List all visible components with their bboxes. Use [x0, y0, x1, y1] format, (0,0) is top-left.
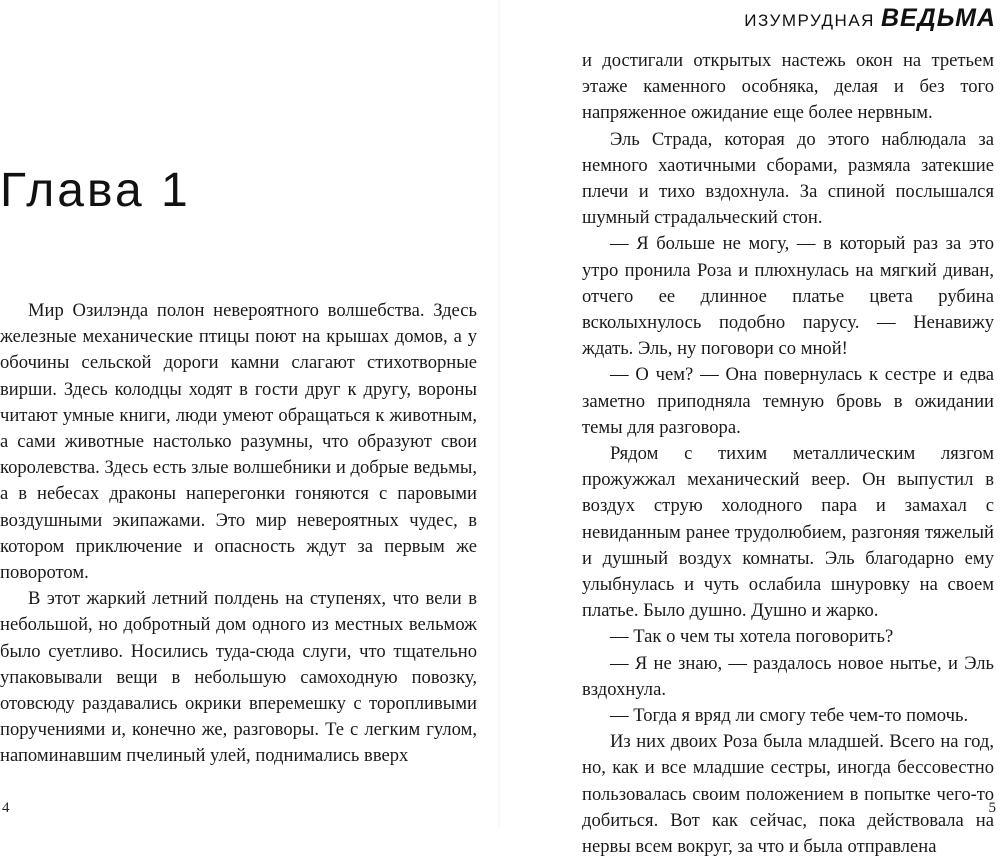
chapter-title: Глава 1 [0, 164, 191, 217]
paragraph: — Так о чем ты хотела поговорить? [610, 626, 894, 648]
paragraph-continuation: и достигали открытых настежь окон на третьем этаже каменного особняка, делая и без того напряженное ожидание еще более нервным. [582, 50, 994, 124]
left-page-text [0, 298, 477, 770]
right-page-text [582, 48, 994, 860]
paragraph: В этот жаркий летний полдень на ступенях, что вели в небольшой, но добротный дом одного из местных вельмож было суетливо. Носились туда-сюда слуги, что тщательно упаковывали вещи в небольшую самоходную повозку, отовсюду раздавались окрики вперемешку с торопливыми поручениями и, конечно же, разговоры. Те с легким гулом, напоминавшим пчелиный улей, поднимались вверх [0, 588, 477, 767]
left-page [0, 0, 500, 829]
page-number: 4 [2, 800, 10, 816]
paragraph: — Я не знаю, — раздалось новое нытье, и Эль вздохнула. [582, 652, 994, 700]
paragraph: Мир Озилэнда полон невероятного волшебства. Здесь железные механические птицы поют на крышах домов, а у обочины сельской дороги камни слагают стихотворные вирши. Здесь колодцы ходят в гости друг к другу, вороны читают умные книги, люди умеют обращаться к животным, а сами животные настолько разумны, что образуют свои королевства. Здесь есть злые волшебники и добрые ведьмы, а в небесах драконы наперегонки гоняются с паровыми воздушными экипажами. Это мир невероятных чудес, в котором приключение и опасность ждут за первым же поворотом. [0, 300, 477, 584]
paragraph: — Тогда я вряд ли смогу тебе чем-то помочь. [610, 705, 969, 727]
paragraph: Эль Страда, которая до этого наблюдала за немного хаотичными сборами, размяла затекшие плечи и тихо вздохнула. За спиной послышался шумный страдальческий стон. [582, 128, 994, 229]
running-head-big: ВЕДЬМА [880, 4, 996, 32]
paragraph: Рядом с тихим металлическим лязгом прожужжал механический веер. Он выпустил в воздух струю холодного пара и замахал с невиданным ранее трудолюбием, разгоняя тяжелый и душный воздух комнаты. Эль благодарно ему улыбнулась и чуть ослабила шнуровку на своем платье. Было душно. Душно и жарко. [582, 443, 994, 622]
running-head [744, 4, 996, 33]
paragraph: Из них двоих Роза была младшей. Всего на год, но, как и все младшие сестры, иногда бессовестно пользовалась своим положением в попытке чего-то добиться. Вот как сейчас, пока действовала на нервы всем вокруг, за что и была отправлена [582, 731, 994, 858]
paragraph: — О чем? — Она повернулась к сестре и едва заметно приподняла темную бровь в ожидании темы для разговора. [582, 364, 994, 438]
running-head-small: ИЗУМРУДНАЯ [744, 11, 875, 30]
paragraph: — Я больше не могу, — в который раз за это утро пронила Роза и плюхнулась на мягкий диван, отчего ее длинное платье цвета рубина всколыхнулось подобно парусу. — Ненавижу ждать. Эль, ну поговори со мной! [582, 233, 994, 360]
page-number: 5 [988, 800, 996, 816]
right-page [500, 0, 1000, 858]
